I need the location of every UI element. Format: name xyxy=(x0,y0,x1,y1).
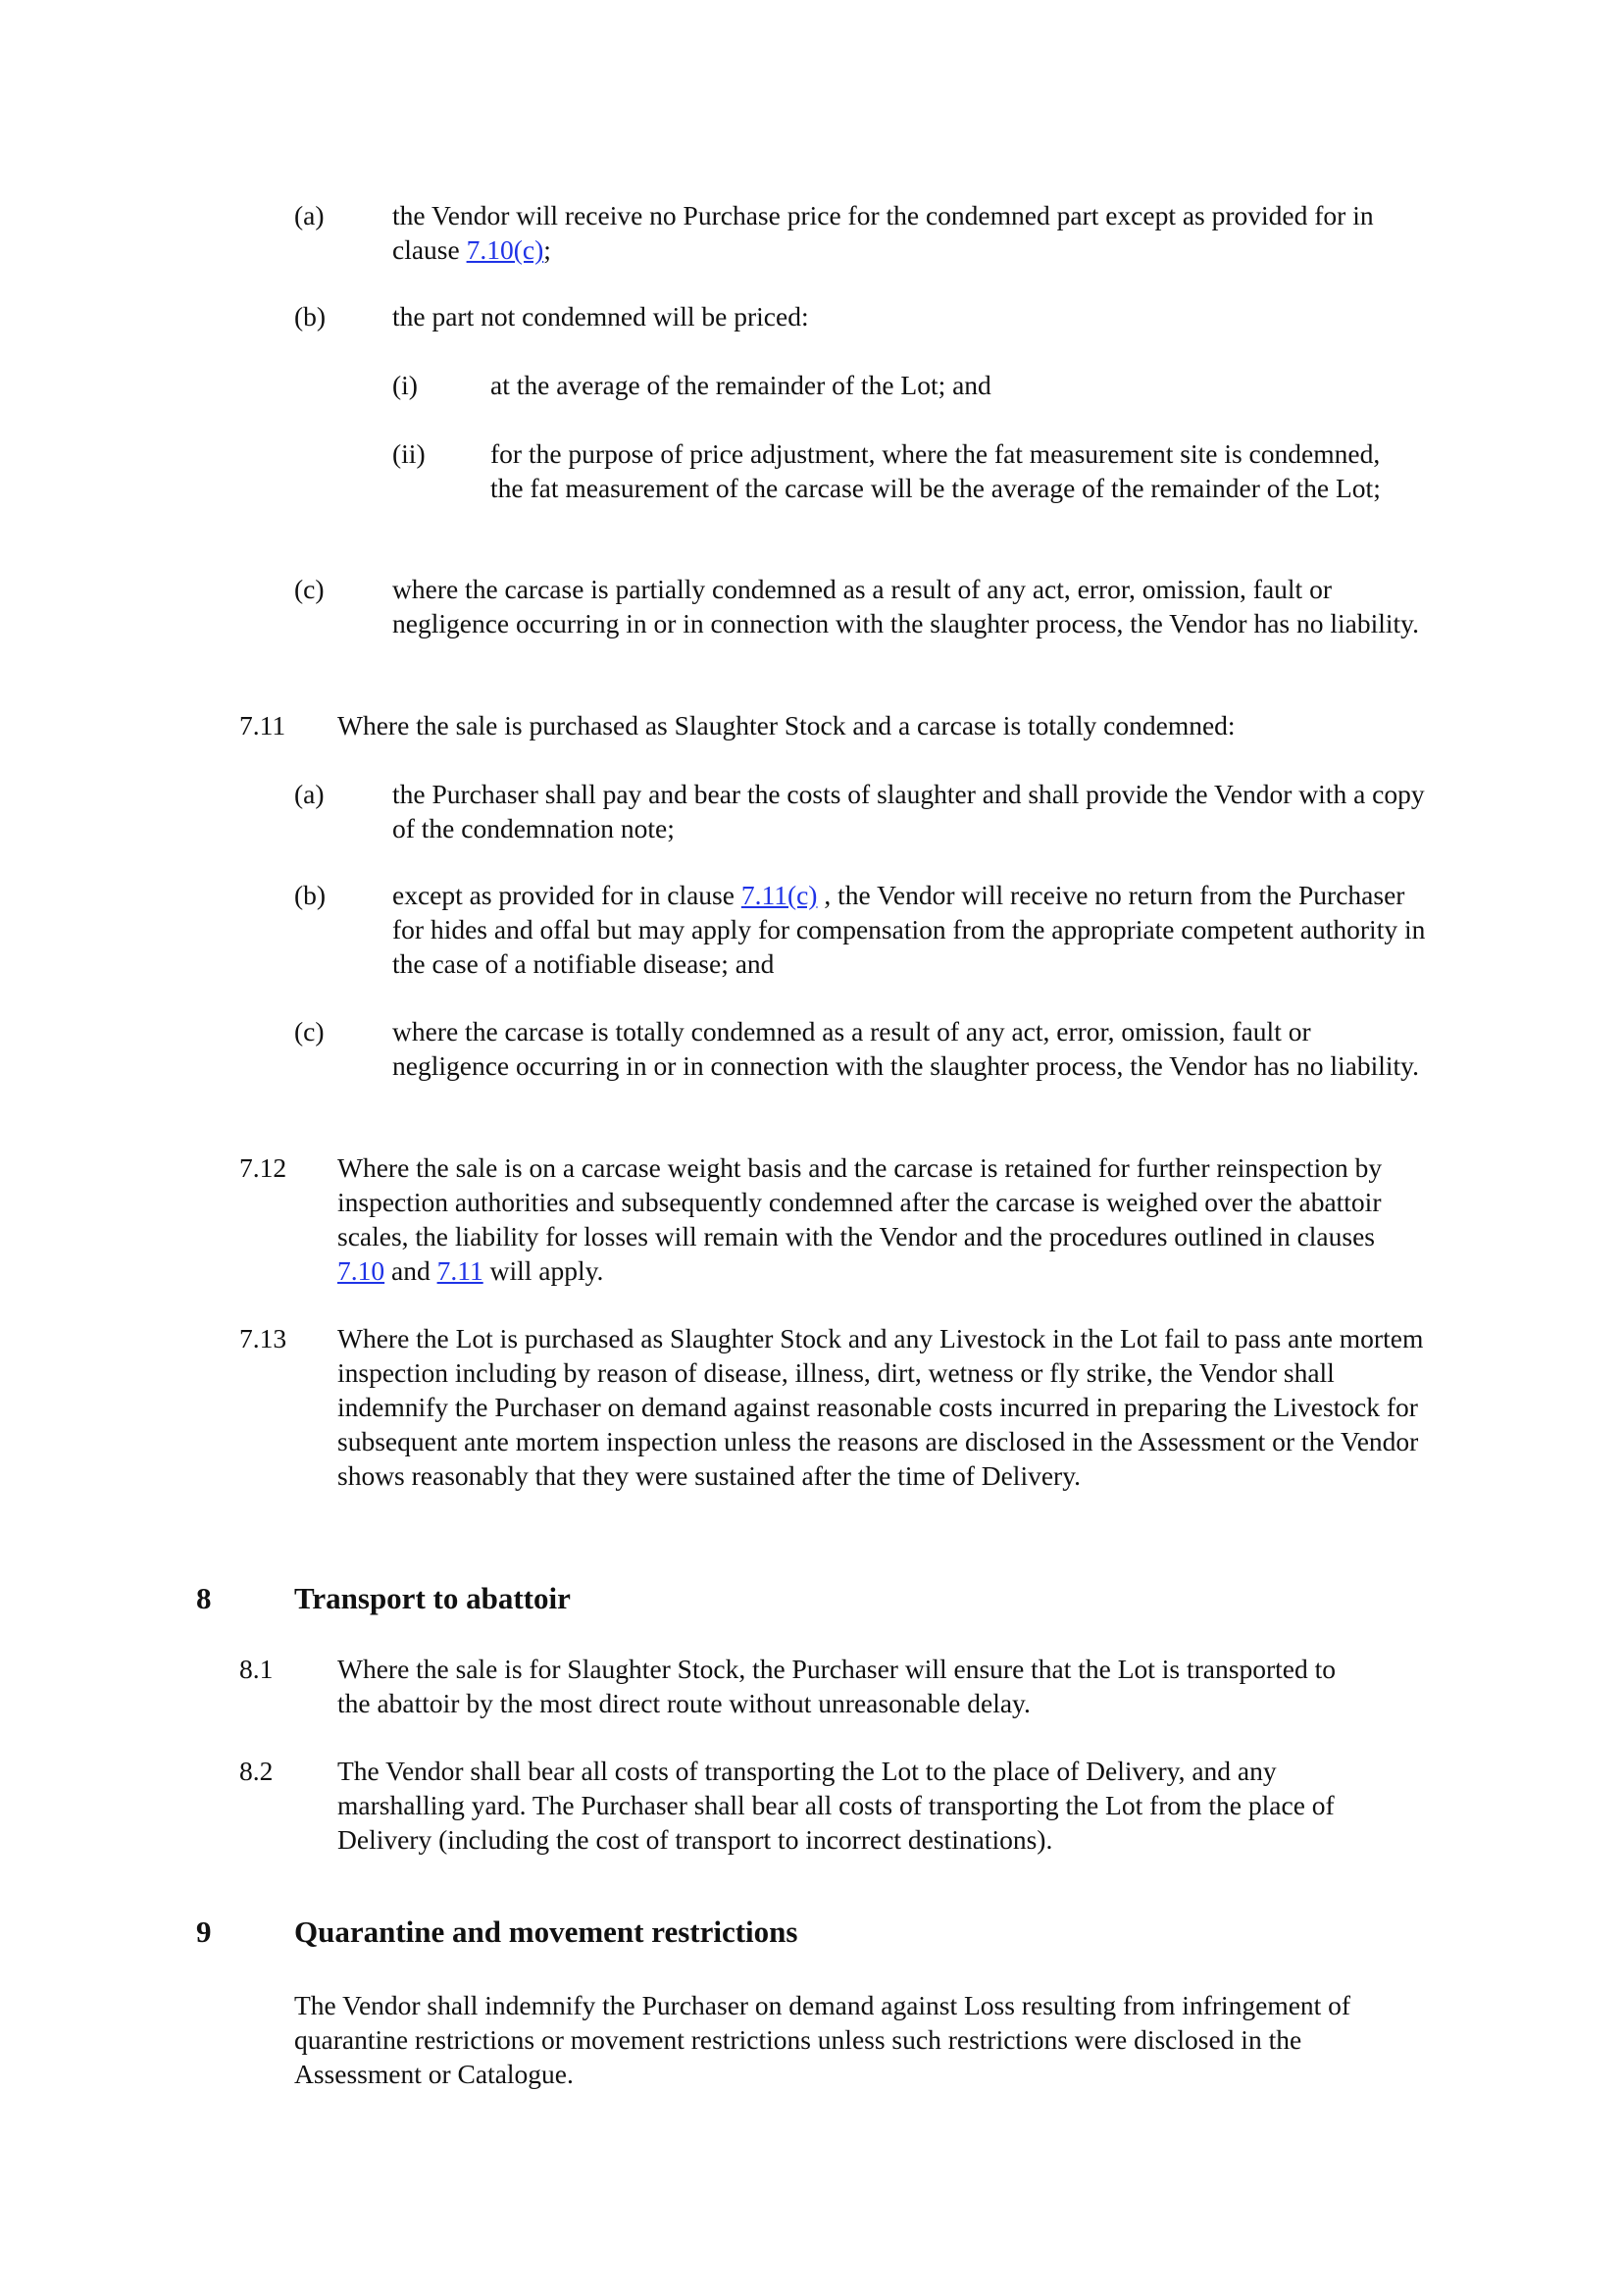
item-label-b-ii: (ii) xyxy=(392,438,426,469)
clause-7-11-c-text: where the carcase is totally condemned as a result of any act, error, omission, fault or negligence occurring in or in connection with the slaughter process, the Vendor has no liability. xyxy=(392,1016,1420,1081)
clause-7-11-b-text xyxy=(392,878,1432,981)
section-9-title: Quarantine and movement restrictions xyxy=(294,1914,798,1949)
item-label-b: (b) xyxy=(294,301,327,332)
section-9-text: The Vendor shall indemnify the Purchaser on demand against Loss resulting from infringement of quarantine restrictions or movement restrictions unless such restrictions were disclosed in the Assessment or Catalogue. xyxy=(294,1990,1351,2089)
clause-number-8-1: 8.1 xyxy=(239,1654,274,1684)
clause-7-10-a-text xyxy=(392,198,1442,267)
clause-text-after: ; xyxy=(543,234,551,265)
clause-8-1-text: Where the sale is for Slaughter Stock, the Purchaser will ensure that the Lot is transported to the abattoir by the most direct route without unreasonable delay. xyxy=(337,1654,1336,1718)
clause-8-2-text: The Vendor shall bear all costs of transporting the Lot to the place of Delivery, and any marshalling yard. The Purchaser shall bear all costs of transporting the Lot from the place of Delivery (including the cost of transport to incorrect destinations). xyxy=(337,1756,1335,1855)
item-label-7-11-c: (c) xyxy=(294,1016,325,1046)
section-9-number: 9 xyxy=(196,1914,212,1949)
clause-number-7-11: 7.11 xyxy=(239,710,286,740)
clause-7-13-text: Where the Lot is purchased as Slaughter Stock and any Livestock in the Lot fail to pass ante mortem inspection including by reason of disease, illness, dirt, wetness or fly strike, the Vendor shall indemnify the Purchaser on demand against reasonable costs incurred in preparing the Livestock for subsequent ante mortem inspection unless the reasons are disclosed in the Assessment or the Vendor shows reasonably that they were sustained after the time of Delivery. xyxy=(337,1323,1424,1491)
clause-7-10-b-ii-text: for the purpose of price adjustment, where the fat measurement site is condemned, the fat measurement of the carcase will be the average of the remainder of the Lot; xyxy=(490,438,1381,503)
clause-number-8-2: 8.2 xyxy=(239,1756,274,1786)
clause-7-11-text: Where the sale is purchased as Slaughter Stock and a carcase is totally condemned: xyxy=(337,710,1236,740)
clause-7-10-b-text: the part not condemned will be priced: xyxy=(392,301,809,332)
section-8-number: 8 xyxy=(196,1581,212,1615)
clause-text-after: will apply. xyxy=(482,1255,604,1286)
clause-number-7-12: 7.12 xyxy=(239,1152,287,1183)
clause-text-mid: and xyxy=(384,1255,437,1286)
clause-text-after: , the Vendor will receive no return from the Purchaser for hides and offal but may apply for compensation from the appropriate competent authority in the case of a notifiable disease; and xyxy=(392,880,1426,979)
link-7-10-c[interactable]: 7.10(c) xyxy=(466,234,544,265)
clause-7-11-a-text: the Purchaser shall pay and bear the costs of slaughter and shall provide the Vendor with a copy of the condemnation note; xyxy=(392,779,1425,843)
item-label-7-11-a: (a) xyxy=(294,779,325,809)
item-label-7-11-b: (b) xyxy=(294,880,327,910)
item-label-b-i: (i) xyxy=(392,370,418,400)
clause-text-before: except as provided for in clause xyxy=(392,880,741,910)
clause-text-before: the Vendor will receive no Purchase price for the condemned part except as provided for in clause xyxy=(392,200,1374,265)
clause-7-12-text xyxy=(337,1150,1426,1288)
clause-7-10-c-text: where the carcase is partially condemned as a result of any act, error, omission, fault or negligence occurring in or in connection with the slaughter process, the Vendor has no liability. xyxy=(392,574,1420,638)
section-8-title: Transport to abattoir xyxy=(294,1581,571,1615)
clause-number-7-13: 7.13 xyxy=(239,1323,287,1353)
clause-text-before: Where the sale is on a carcase weight basis and the carcase is retained for further reinspection by inspection authorities and subsequently condemned after the carcase is weighed over the abattoir scales, the liability for losses will remain with the Vendor and the procedures outlined in clauses xyxy=(337,1152,1383,1251)
link-7-11-c[interactable]: 7.11(c) xyxy=(740,880,818,910)
link-7-11[interactable]: 7.11 xyxy=(436,1255,483,1286)
item-label-c: (c) xyxy=(294,574,325,604)
link-7-10[interactable]: 7.10 xyxy=(337,1255,385,1286)
item-label-a: (a) xyxy=(294,200,325,230)
clause-7-10-b-i-text: at the average of the remainder of the Lot; and xyxy=(490,370,991,400)
